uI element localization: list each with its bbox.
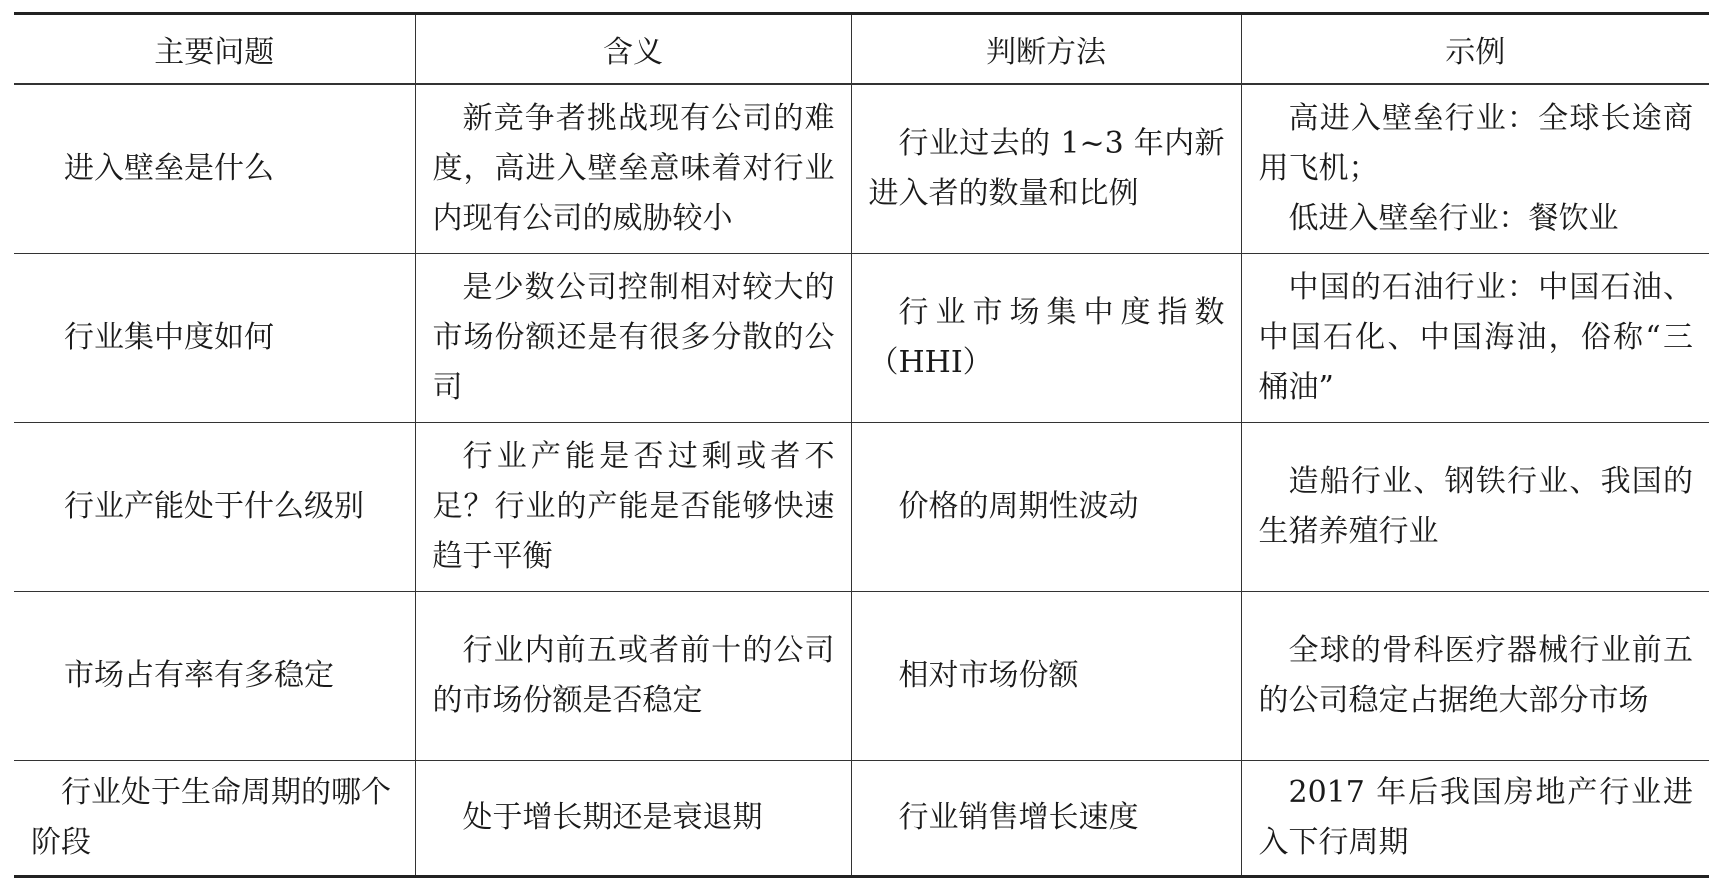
meaning-cell: 是少数公司控制相对较大的市场份额还是有很多分散的公司 [415,254,851,423]
example-cell: 高进入壁垒行业：全球长途商用飞机； 低进入壁垒行业：餐饮业 [1241,84,1709,254]
meaning-cell: 行业内前五或者前十的公司的市场份额是否稳定 [415,592,851,761]
header-meaning: 含义 [415,14,851,85]
table-row [14,423,1709,592]
method-cell: 行业销售增长速度 [851,761,1241,877]
table-row [14,84,1709,254]
header-question: 主要问题 [14,14,415,85]
method-cell: 价格的周期性波动 [851,423,1241,592]
question-cell: 行业集中度如何 [14,254,415,423]
table-row [14,254,1709,423]
issues-table [14,12,1709,878]
question-cell: 市场占有率有多稳定 [14,592,415,761]
table-row [14,761,1709,877]
example-cell: 中国的石油行业：中国石油、中国石化、中国海油，俗称“三桶油” [1241,254,1709,423]
meaning-cell: 新竞争者挑战现有公司的难度，高进入壁垒意味着对行业内现有公司的威胁较小 [415,84,851,254]
question-cell: 行业产能处于什么级别 [14,423,415,592]
method-cell: 行业市场集中度指数（HHI） [851,254,1241,423]
example-cell: 全球的骨科医疗器械行业前五的公司稳定占据绝大部分市场 [1241,592,1709,761]
meaning-cell: 行业产能是否过剩或者不足？行业的产能是否能够快速趋于平衡 [415,423,851,592]
example-cell: 造船行业、钢铁行业、我国的生猪养殖行业 [1241,423,1709,592]
header-method: 判断方法 [851,14,1241,85]
header-example: 示例 [1241,14,1709,85]
meaning-cell: 处于增长期还是衰退期 [415,761,851,877]
table-row [14,592,1709,761]
question-cell: 行业处于生命周期的哪个阶段 [14,761,415,877]
question-cell: 进入壁垒是什么 [14,84,415,254]
method-cell: 行业过去的 1~3 年内新进入者的数量和比例 [851,84,1241,254]
example-cell: 2017 年后我国房地产行业进入下行周期 [1241,761,1709,877]
method-cell: 相对市场份额 [851,592,1241,761]
header-row [14,14,1709,85]
